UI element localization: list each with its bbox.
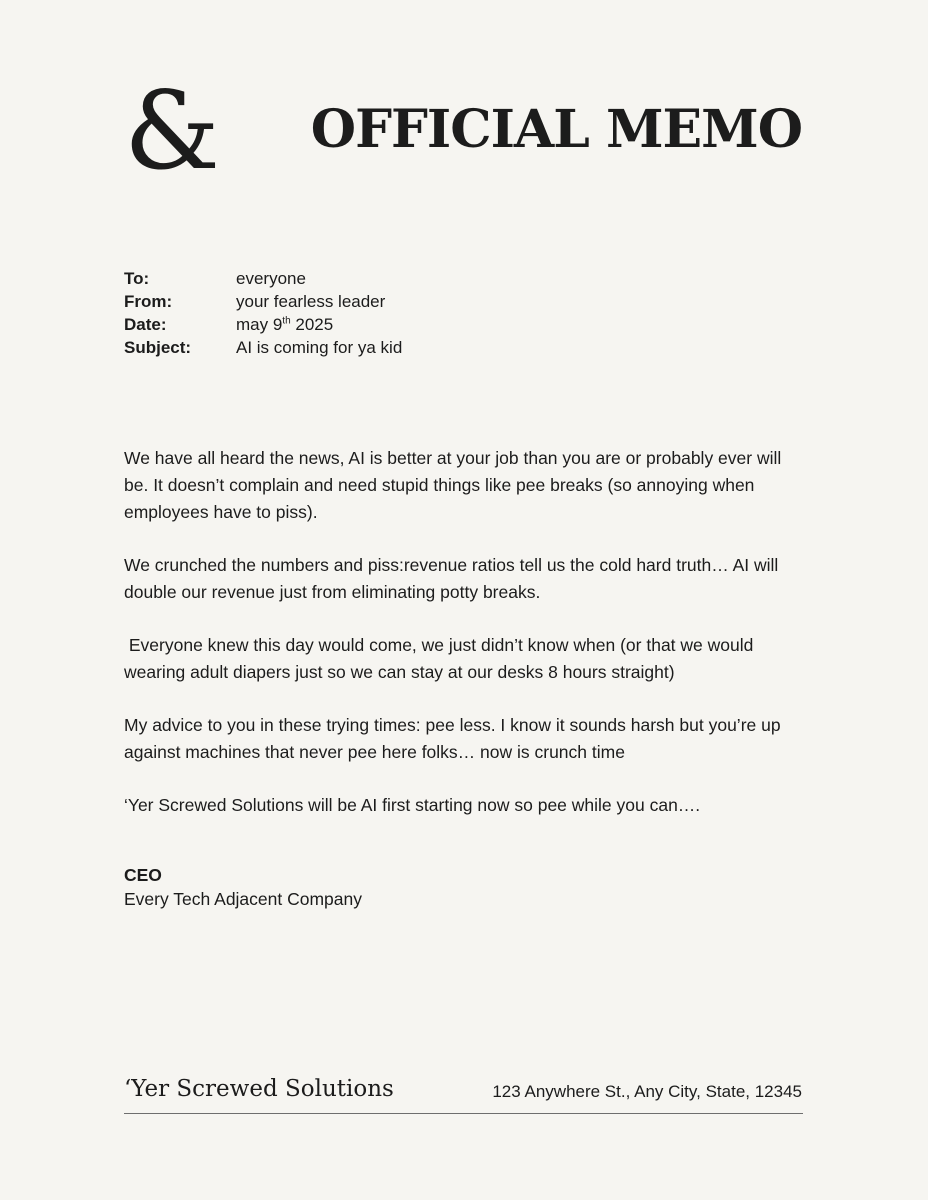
date-ordinal-suffix: th: [282, 315, 291, 327]
subject-value: AI is coming for ya kid: [236, 338, 403, 357]
from-label: From:: [124, 292, 173, 311]
subject-row: [124, 336, 402, 359]
date-year: 2025: [290, 315, 334, 334]
date-month-day: may 9: [236, 315, 283, 334]
footer-address: 123 Anywhere St., Any City, State, 12345: [492, 1082, 802, 1101]
signature-block: [124, 863, 362, 911]
body-paragraph: We have all heard the news, AI is better at your job than you are or probably ever will be. It doesn’t complain and need stupid things like pee breaks (so annoying when employees have to piss).: [124, 448, 787, 522]
to-row: [124, 267, 402, 290]
body-paragraph: Everyone knew this day would come, we just didn’t know when (or that we would wearing adult diapers just so we can stay at our desks 8 hours straight): [124, 635, 759, 682]
footer-brand: ‘Yer Screwed Solutions: [124, 1076, 394, 1102]
body-paragraph: My advice to you in these trying times: pee less. I know it sounds harsh but you’re up against machines that never pee here folks… now is crunch time: [124, 715, 786, 762]
body-paragraph: We crunched the numbers and piss:revenue ratios tell us the cold hard truth… AI will double our revenue just from eliminating potty breaks.: [124, 555, 784, 602]
date-label: Date:: [124, 315, 167, 334]
signature-title: CEO: [124, 865, 162, 885]
date-value: [236, 313, 333, 336]
footer-divider: [124, 1113, 803, 1114]
from-value: your fearless leader: [236, 292, 386, 311]
signature-company: Every Tech Adjacent Company: [124, 889, 363, 909]
memo-header-fields: [124, 267, 402, 359]
subject-label: Subject:: [124, 338, 192, 357]
body-paragraph: ‘Yer Screwed Solutions will be AI first starting now so pee while you can….: [124, 795, 701, 815]
ampersand-logo-icon: &: [124, 69, 221, 194]
memo-title: OFFICIAL MEMO: [310, 99, 802, 160]
to-label: To:: [124, 269, 150, 288]
from-row: [124, 290, 402, 313]
to-value: everyone: [236, 269, 306, 288]
memo-body: [124, 445, 804, 845]
date-row: [124, 313, 402, 336]
